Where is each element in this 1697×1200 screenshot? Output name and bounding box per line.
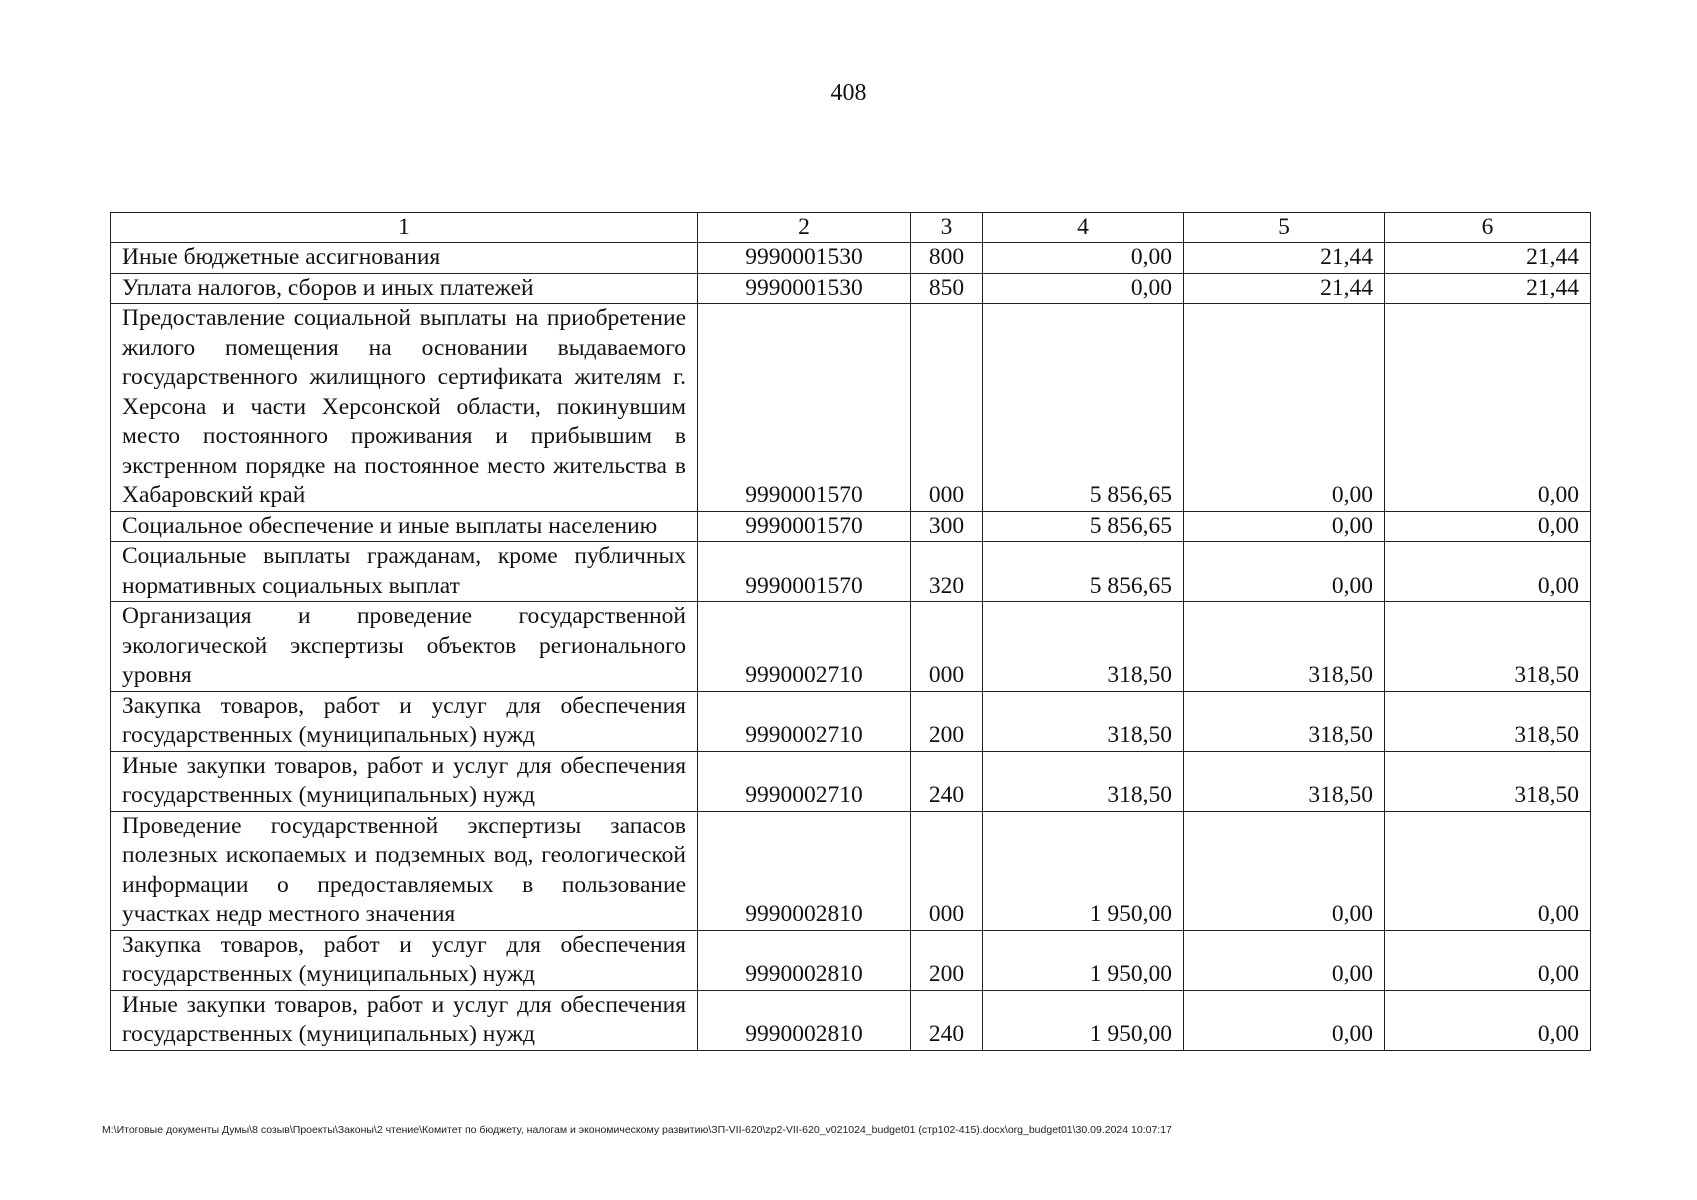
table-row bbox=[111, 243, 1591, 274]
expense-type-cell: 300 bbox=[911, 511, 983, 542]
value-col5-cell: 318,50 bbox=[1184, 691, 1385, 751]
table-row bbox=[111, 542, 1591, 602]
target-code-cell: 9990002810 bbox=[698, 990, 911, 1050]
row-name-cell: Предоставление социальной выплаты на приобретение жилого помещения на основании выдаваемого государственного жилищного сертификата жителям г. Херсона и части Херсонской области, покинувшим место постоянного проживания и прибывшим в экстренном порядке на постоянное место жительства в Хабаровский край bbox=[111, 304, 698, 512]
target-code-cell: 9990002810 bbox=[698, 811, 911, 930]
value-col4-cell: 1 950,00 bbox=[983, 930, 1184, 990]
target-code-cell: 9990001570 bbox=[698, 304, 911, 512]
value-col6-cell: 0,00 bbox=[1385, 990, 1591, 1050]
expense-type-cell: 000 bbox=[911, 811, 983, 930]
row-name-cell: Иные закупки товаров, работ и услуг для обеспечения государственных (муниципальных) нужд bbox=[111, 751, 698, 811]
value-col4-cell: 0,00 bbox=[983, 243, 1184, 274]
column-header-1: 1 bbox=[111, 213, 698, 243]
row-name-cell: Проведение государственной экспертизы запасов полезных ископаемых и подземных вод, геологической информации о предоставляемых в пользование участках недр местного значения bbox=[111, 811, 698, 930]
value-col6-cell: 0,00 bbox=[1385, 811, 1591, 930]
table-header-row bbox=[111, 213, 1591, 243]
column-header-3: 3 bbox=[911, 213, 983, 243]
expense-type-cell: 850 bbox=[911, 273, 983, 304]
row-name-cell: Закупка товаров, работ и услуг для обеспечения государственных (муниципальных) нужд bbox=[111, 691, 698, 751]
table-row bbox=[111, 930, 1591, 990]
row-name-cell: Социальное обеспечение и иные выплаты населению bbox=[111, 511, 698, 542]
value-col4-cell: 5 856,65 bbox=[983, 304, 1184, 512]
expense-type-cell: 200 bbox=[911, 691, 983, 751]
value-col5-cell: 21,44 bbox=[1184, 243, 1385, 274]
table-row bbox=[111, 990, 1591, 1050]
value-col6-cell: 318,50 bbox=[1385, 602, 1591, 692]
budget-table bbox=[110, 212, 1591, 1051]
expense-type-cell: 320 bbox=[911, 542, 983, 602]
value-col4-cell: 5 856,65 bbox=[983, 511, 1184, 542]
table-row bbox=[111, 304, 1591, 512]
table-row bbox=[111, 602, 1591, 692]
expense-type-cell: 240 bbox=[911, 990, 983, 1050]
value-col4-cell: 1 950,00 bbox=[983, 990, 1184, 1050]
value-col5-cell: 0,00 bbox=[1184, 930, 1385, 990]
value-col4-cell: 1 950,00 bbox=[983, 811, 1184, 930]
footer-file-path: M:\Итоговые документы Думы\8 созыв\Проекты\Законы\2 чтение\Комитет по бюджету, налогам и экономическому развитию\ЗП-VII-620\zp2-VII-620_v021024_budget01 (стр102-415).docx\org_budget01\30.09.2024 10:07:17 bbox=[102, 1124, 1172, 1136]
value-col6-cell: 318,50 bbox=[1385, 751, 1591, 811]
value-col4-cell: 0,00 bbox=[983, 273, 1184, 304]
row-name-cell: Социальные выплаты гражданам, кроме публичных нормативных социальных выплат bbox=[111, 542, 698, 602]
value-col5-cell: 0,00 bbox=[1184, 811, 1385, 930]
target-code-cell: 9990002710 bbox=[698, 691, 911, 751]
row-name-cell: Закупка товаров, работ и услуг для обеспечения государственных (муниципальных) нужд bbox=[111, 930, 698, 990]
value-col6-cell: 0,00 bbox=[1385, 304, 1591, 512]
expense-type-cell: 200 bbox=[911, 930, 983, 990]
table-row bbox=[111, 511, 1591, 542]
value-col4-cell: 5 856,65 bbox=[983, 542, 1184, 602]
value-col6-cell: 0,00 bbox=[1385, 930, 1591, 990]
value-col6-cell: 0,00 bbox=[1385, 511, 1591, 542]
value-col5-cell: 318,50 bbox=[1184, 751, 1385, 811]
row-name-cell: Иные бюджетные ассигнования bbox=[111, 243, 698, 274]
row-name-cell: Уплата налогов, сборов и иных платежей bbox=[111, 273, 698, 304]
value-col6-cell: 21,44 bbox=[1385, 243, 1591, 274]
value-col5-cell: 0,00 bbox=[1184, 511, 1385, 542]
value-col5-cell: 0,00 bbox=[1184, 304, 1385, 512]
expense-type-cell: 000 bbox=[911, 304, 983, 512]
target-code-cell: 9990001530 bbox=[698, 243, 911, 274]
table-row bbox=[111, 691, 1591, 751]
value-col5-cell: 21,44 bbox=[1184, 273, 1385, 304]
value-col4-cell: 318,50 bbox=[983, 602, 1184, 692]
value-col4-cell: 318,50 bbox=[983, 751, 1184, 811]
value-col6-cell: 318,50 bbox=[1385, 691, 1591, 751]
page-number: 408 bbox=[830, 80, 867, 106]
column-header-2: 2 bbox=[698, 213, 911, 243]
expense-type-cell: 000 bbox=[911, 602, 983, 692]
table-row bbox=[111, 273, 1591, 304]
target-code-cell: 9990002710 bbox=[698, 751, 911, 811]
value-col5-cell: 0,00 bbox=[1184, 990, 1385, 1050]
value-col6-cell: 0,00 bbox=[1385, 542, 1591, 602]
expense-type-cell: 800 bbox=[911, 243, 983, 274]
row-name-cell: Иные закупки товаров, работ и услуг для обеспечения государственных (муниципальных) нужд bbox=[111, 990, 698, 1050]
column-header-5: 5 bbox=[1184, 213, 1385, 243]
target-code-cell: 9990001530 bbox=[698, 273, 911, 304]
value-col4-cell: 318,50 bbox=[983, 691, 1184, 751]
row-name-cell: Организация и проведение государственной экологической экспертизы объектов регионального уровня bbox=[111, 602, 698, 692]
target-code-cell: 9990002710 bbox=[698, 602, 911, 692]
target-code-cell: 9990001570 bbox=[698, 511, 911, 542]
column-header-6: 6 bbox=[1385, 213, 1591, 243]
target-code-cell: 9990002810 bbox=[698, 930, 911, 990]
target-code-cell: 9990001570 bbox=[698, 542, 911, 602]
column-header-4: 4 bbox=[983, 213, 1184, 243]
value-col5-cell: 0,00 bbox=[1184, 542, 1385, 602]
table-row bbox=[111, 751, 1591, 811]
value-col5-cell: 318,50 bbox=[1184, 602, 1385, 692]
value-col6-cell: 21,44 bbox=[1385, 273, 1591, 304]
expense-type-cell: 240 bbox=[911, 751, 983, 811]
table-row bbox=[111, 811, 1591, 930]
